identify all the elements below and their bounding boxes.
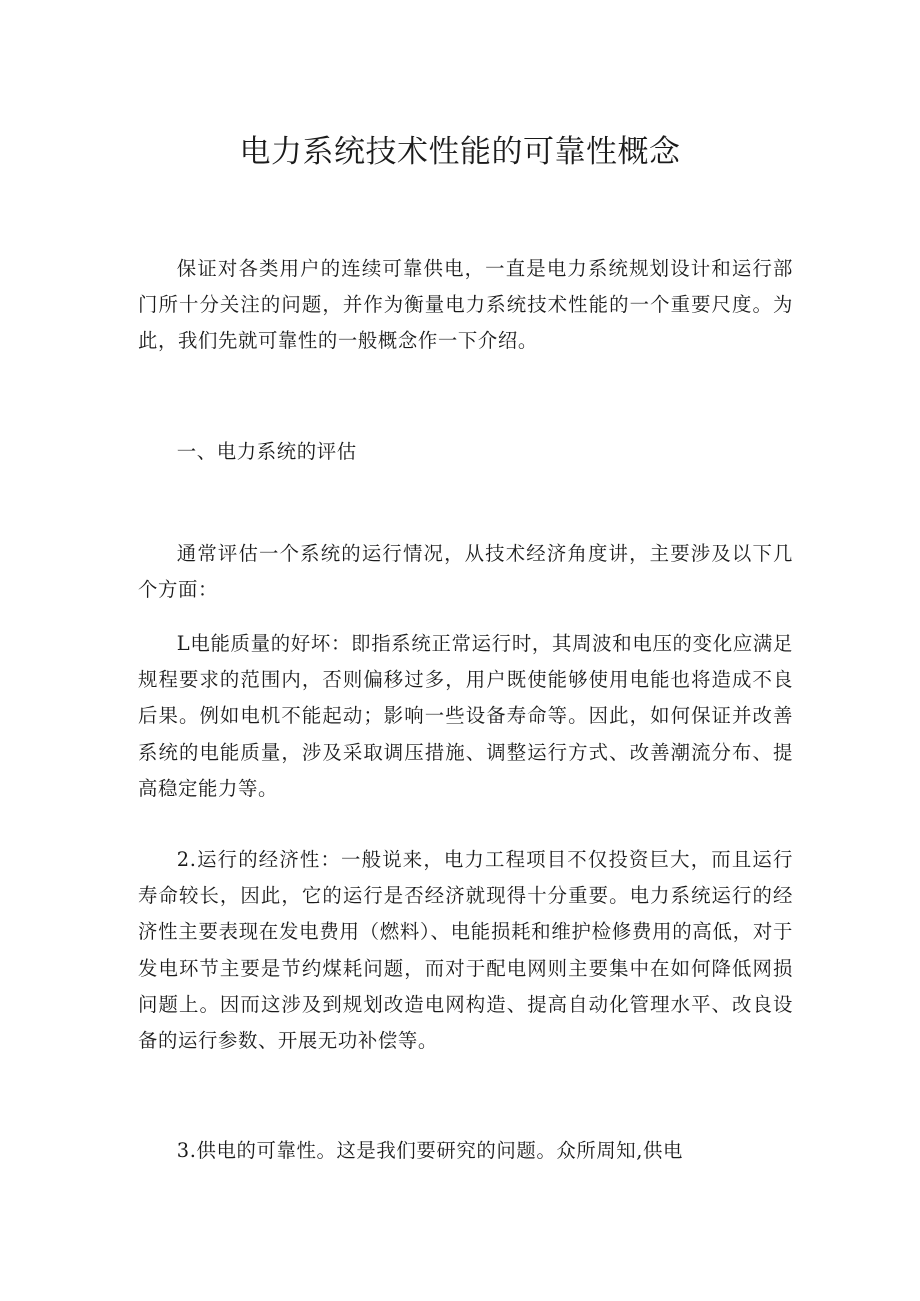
intro-paragraph: 保证对各类用户的连续可靠供电，一直是电力系统规划设计和运行部门所十分关注的问题，并作为衡量电力系统技术性能的一个重要尺度。为此，我们先就可靠性的一般概念作一下介绍。 [138, 257, 793, 353]
document-title: 电力系统技术性能的可靠性概念 [239, 134, 681, 170]
evaluation-intro-paragraph: 通常评估一个系统的运行情况，从技术经济角度讲，主要涉及以下几个方面： [138, 542, 793, 602]
item-3-paragraph: 3.供电的可靠性。这是我们要研究的问题。众所周知,供电 [176, 1139, 684, 1162]
section-heading: 一、电力系统的评估 [176, 440, 357, 463]
item-2-paragraph: 2.运行的经济性：一般说来，电力工程项目不仅投资巨大，而且运行寿命较长，因此，它的运行是否经济就现得十分重要。电力系统运行的经济性主要表现在发电费用（燃料）、电能损耗和维护检修费用的高低，对于发电环节主要是节约煤耗问题，而对于配电网则主要集中在如何降低网损问题上。因而这涉及到规划改造电网构造、提高自动化管理水平、改良设备的运行参数、开展无功补偿等。 [138, 848, 793, 1053]
item-1-paragraph: L电能质量的好坏：即指系统正常运行时，其周波和电压的变化应满足规程要求的范围内，否则偏移过多，用户既使能够使用电能也将造成不良后果。例如电机不能起动；影响一些设备寿命等。因此，如何保证并改善系统的电能质量，涉及采取调压措施、调整运行方式、改善潮流分布、提高稳定能力等。 [138, 632, 793, 800]
